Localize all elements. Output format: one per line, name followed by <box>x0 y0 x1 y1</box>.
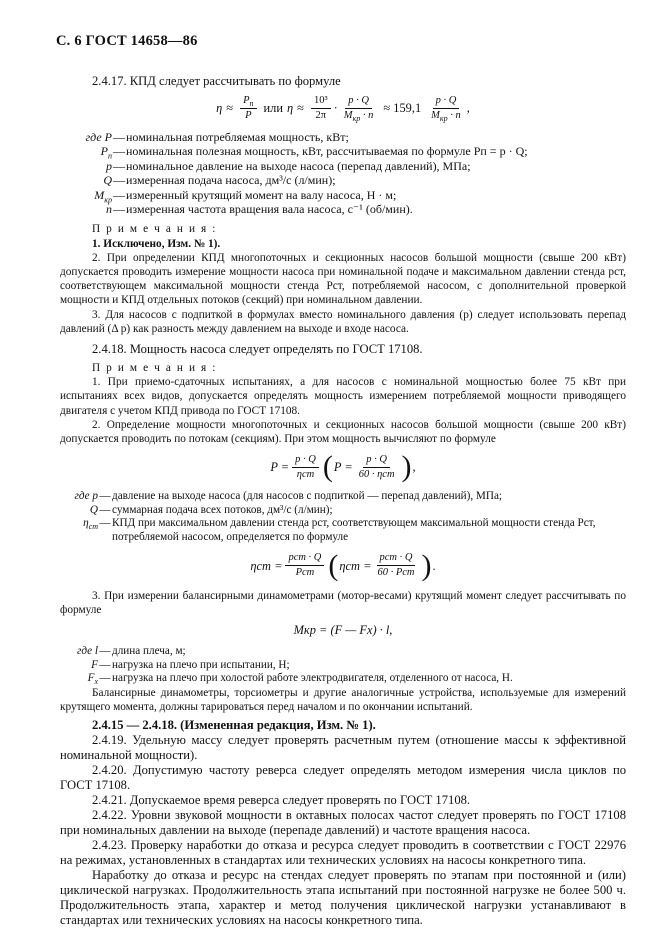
note-1-2-4-18: 1. При приемо-сдаточных испытаниях, а для насосов с номинальной мощностью более 75 кВт при испытаниях всех видов, допускается определять мощность измерением потребляемой мощности приводящего двигателя с учетом КПД привода по ГОСТ 17108. <box>60 376 626 417</box>
definition-item <box>60 672 626 686</box>
power-inner-fraction <box>356 454 398 481</box>
clause-2-4-23: 2.4.23. Проверку наработки до отказа и ресурса следует проводить в соответствии с ГОСТ 22976 на режимах, установленных в стандартах или технических условиях на насосы конкретного типа. <box>60 838 626 868</box>
definition-item <box>60 144 626 161</box>
definition-item <box>60 517 626 544</box>
definition-text: суммарная подача всех потоков, дм³/с (л/мин); <box>112 503 333 516</box>
power-formula <box>60 452 626 482</box>
fraction-1-denominator: P <box>245 110 252 121</box>
definition-item <box>60 159 626 173</box>
definition-item <box>60 202 626 216</box>
definition-dash: — <box>99 672 111 685</box>
definition-item <box>60 490 626 504</box>
formula-eta: η <box>216 101 223 116</box>
definition-symbol <box>60 130 112 144</box>
torque-formula-text: Mкр = (F — Fх) · l, <box>293 623 393 638</box>
page-content <box>60 74 626 928</box>
definition-text: номинальная полезная мощность, кВт, рассчитываемая по формуле Pп = p · Q; <box>126 144 528 159</box>
definition-symbol-sub: х <box>94 677 98 687</box>
definition-symbol-text: Q <box>89 503 98 516</box>
clause-2-4-23-continued: Наработку до отказа и ресурс на стендах следует проверять по этапам при постоянной и (или) циклической нагрузках. Продолжительность этапа испытаний при постоянной нагрузке не более 500 ч. Продолжительность этапа, характер и метод получения циклической нагрузки устанавливают в стандартах или технических условиях на насосы конкретного типа. <box>60 868 626 928</box>
definition-item <box>60 187 626 205</box>
definition-item <box>60 173 626 187</box>
formula-approx-2: ≈ <box>297 101 304 116</box>
definition-text: КПД при максимальном давлении стенда pст, соответствующем максимальной мощности стенда Pст, потребляемой насосом, определяется по формуле <box>112 517 596 544</box>
stand-formula-inner-lhs: ηст = <box>339 558 372 573</box>
power-inner-numerator: p · Q <box>363 454 390 468</box>
formula-dot: · <box>333 101 338 116</box>
definition-symbol <box>60 504 98 518</box>
definition-item <box>60 659 626 673</box>
definition-text: нагрузка на плечо при холостой работе электродвигателя, отделенного от насоса, Н. <box>112 672 513 685</box>
stand-inner-fraction <box>374 552 417 579</box>
definition-symbol <box>60 659 98 673</box>
definition-dash: — <box>99 658 111 671</box>
definition-text: измеренная частота вращения вала насоса, с⁻¹ (об/мин). <box>126 202 413 217</box>
definition-dash: — <box>99 503 111 516</box>
definition-symbol-sub: п <box>108 151 112 161</box>
note-1-2-4-17: 1. Исключено, Изм. № 1). <box>92 237 221 250</box>
definition-symbol-text: F <box>91 658 98 671</box>
definition-symbol-text: где l <box>76 645 98 658</box>
note-3-2-4-17: 3. Для насосов с подпиткой в формулах вместо номинального давления (p) следует использовать перепад давлений (Δ p) как разность между давлением на выходе и входе насоса. <box>60 308 626 335</box>
definition-dash: — <box>99 517 111 530</box>
clause-2-4-21: 2.4.21. Допускаемое время реверса следует проверять по ГОСТ 17108. <box>92 793 471 808</box>
power-fraction <box>292 454 319 481</box>
power-formula-lhs: P = <box>270 460 290 475</box>
fraction-2-den-a: M <box>343 110 353 121</box>
definition-symbol <box>60 144 112 161</box>
formula-approx: ≈ <box>226 101 234 116</box>
right-paren: ) <box>401 450 412 484</box>
definition-symbol <box>60 645 98 659</box>
definition-dash: — <box>113 158 125 173</box>
fraction-2-numerator: p · Q <box>345 95 372 109</box>
formula-tail: , <box>466 101 470 116</box>
stand-formula-lhs: ηст = <box>250 558 283 573</box>
clause-2-4-22: 2.4.22. Уровни звуковой мощности в октавных полосах частот следует проверять по ГОСТ 17108 при номинальных давлении на выходе (перепаде давлений) и частоте вращения насоса. <box>60 808 626 838</box>
definition-item <box>60 645 626 659</box>
definition-dash: — <box>113 187 125 202</box>
definition-text: нагрузка на плечо при испытании, Н; <box>112 658 290 671</box>
left-paren: ( <box>322 450 333 484</box>
definitions-2-4-18 <box>60 490 626 544</box>
definition-text: номинальное давление на выходе насоса (перепад давлений), МПа; <box>126 158 471 173</box>
stand-fraction-numerator: pст · Q <box>285 552 324 566</box>
formula-eta-2: η <box>286 101 294 116</box>
fraction-3-den-a: M <box>431 110 440 121</box>
efficiency-formula <box>60 95 626 122</box>
definition-symbol-text: где P <box>85 130 112 144</box>
definition-symbol-text: p <box>106 158 112 173</box>
dynamometer-closing: Балансирные динамометры, торсиометры и другие аналогичные устройства, используемые для измерений крутящего момента, должны тарироваться перед началом и по окончании испытаний. <box>60 687 626 714</box>
stand-inner-denominator: 60 · Pст <box>377 567 415 579</box>
definition-dash: — <box>113 202 125 217</box>
torque-formula <box>60 623 626 637</box>
left-paren: ( <box>328 548 339 582</box>
right-paren: ) <box>421 548 432 582</box>
definition-symbol-text: F <box>87 672 95 685</box>
definition-symbol-text: n <box>106 202 112 217</box>
clause-2-4-20: 2.4.20. Допустимую частоту реверса следует определять методом измерения числа циклов по ГОСТ 17108. <box>60 763 626 793</box>
definition-symbol <box>60 202 112 216</box>
notes-title-2-4-18: П р и м е ч а н и я : <box>92 362 217 375</box>
fraction-2-den-sub: кр <box>352 114 361 124</box>
fraction-3 <box>428 95 464 122</box>
definition-dash: — <box>99 490 111 503</box>
fraction-3-den-b: · n <box>447 110 461 121</box>
definition-symbol-text: P <box>100 144 108 159</box>
fraction-const-denominator: 2π <box>315 110 327 121</box>
page-header: С. 6 ГОСТ 14658—86 <box>56 33 198 49</box>
stand-formula-tail: . <box>432 558 436 573</box>
fraction-3-numerator: p · Q <box>433 95 460 109</box>
definition-symbol <box>60 490 98 504</box>
power-formula-inner-lhs: P = <box>333 460 353 475</box>
stand-fraction <box>285 552 324 579</box>
definition-symbol-text: Q <box>103 173 112 188</box>
definition-text: давление на выходе насоса (для насосов с подпиткой — перепад давлений), МПа; <box>112 490 503 503</box>
definition-dash: — <box>113 130 125 144</box>
definition-symbol <box>60 187 112 205</box>
fraction-2-den-b: · n <box>360 110 374 121</box>
fraction-3-den-sub: кр <box>439 114 448 124</box>
definitions-2-4-17 <box>60 130 626 216</box>
definition-symbol <box>60 672 98 686</box>
fraction-2 <box>341 95 377 122</box>
definition-dash: — <box>99 645 111 658</box>
definition-text: номинальная потребляемая мощность, кВт; <box>126 130 349 144</box>
power-formula-tail: , <box>412 460 416 475</box>
definition-text: измеренная подача насоса, дм³/с (л/мин); <box>126 173 336 188</box>
fraction-1-num-text: P <box>243 95 250 106</box>
fraction-3-denominator <box>428 109 464 122</box>
fraction-1 <box>240 95 256 122</box>
definition-symbol-sub: ст <box>88 522 98 532</box>
definition-item <box>60 504 626 518</box>
fraction-1-num-sub: п <box>249 99 254 109</box>
stand-efficiency-formula <box>60 548 626 582</box>
stand-fraction-denominator: Pст <box>295 567 315 579</box>
power-fraction-numerator: p · Q <box>292 454 319 468</box>
definition-symbol <box>60 173 112 187</box>
definition-dash: — <box>113 144 125 159</box>
definition-text: измеренный крутящий момент на валу насоса, Н · м; <box>126 187 397 202</box>
formula-approx-const: ≈ 159,1 <box>383 101 422 116</box>
clause-2-4-18: 2.4.18. Мощность насоса следует определять по ГОСТ 17108. <box>92 342 423 357</box>
power-inner-denominator: 60 · ηст <box>358 468 395 480</box>
fraction-1-numerator <box>240 95 256 109</box>
fraction-const-numerator: 10³ <box>311 95 331 109</box>
fraction-const <box>311 95 331 122</box>
definition-text: длина плеча, м; <box>112 645 186 658</box>
definition-symbol-text: M <box>94 187 105 202</box>
power-fraction-denominator: ηст <box>296 468 315 480</box>
definition-symbol <box>60 159 112 173</box>
fraction-2-denominator <box>341 109 377 122</box>
definition-dash: — <box>113 173 125 188</box>
stand-inner-numerator: pст · Q <box>377 552 416 566</box>
clause-2-4-15-2-4-18 <box>60 718 626 733</box>
definition-symbol-text: где p <box>74 490 98 503</box>
notes-title-2-4-17: П р и м е ч а н и я : <box>92 223 217 236</box>
formula-or-word: или <box>263 101 283 116</box>
definitions-torque <box>60 645 626 686</box>
note-2-2-4-17: 2. При определении КПД многопоточных и секционных насосов большой мощности (свыше 200 кВт) допускается проводить измерение мощности насоса при номинальной подаче и максимальном давлении стенда pст, соответствующем максимальной мощности стенда Pст, потребляемой насосом, с дополнительной проверкой мощности и КПД отдельных потоков (секций) при номинальном давлении. <box>60 251 626 307</box>
definition-symbol <box>60 517 98 544</box>
definition-symbol-sub: кр <box>104 195 112 205</box>
note-2-2-4-18: 2. Определение мощности многопоточных и секционных насосов большой мощности (свыше 200 кВт) допускается проводить по потокам (секциям). При этом мощность вычисляют по формуле <box>60 418 626 446</box>
definition-symbol-text: η <box>83 517 89 530</box>
definition-item <box>60 130 626 144</box>
clause-2-4-19: 2.4.19. Удельную массу следует проверять расчетным путем (отношение массы к эффективной номинальной мощности). <box>60 733 626 763</box>
clause-2-4-17: 2.4.17. КПД следует рассчитывать по формуле <box>92 74 341 88</box>
note-3-2-4-18: 3. При измерении балансирными динамометрами (мотор-весами) крутящий момент следует рассчитывать по формуле <box>60 589 626 616</box>
amendment-note: 2.4.15 — 2.4.18. (Измененная редакция, Изм. № 1). <box>92 718 376 733</box>
